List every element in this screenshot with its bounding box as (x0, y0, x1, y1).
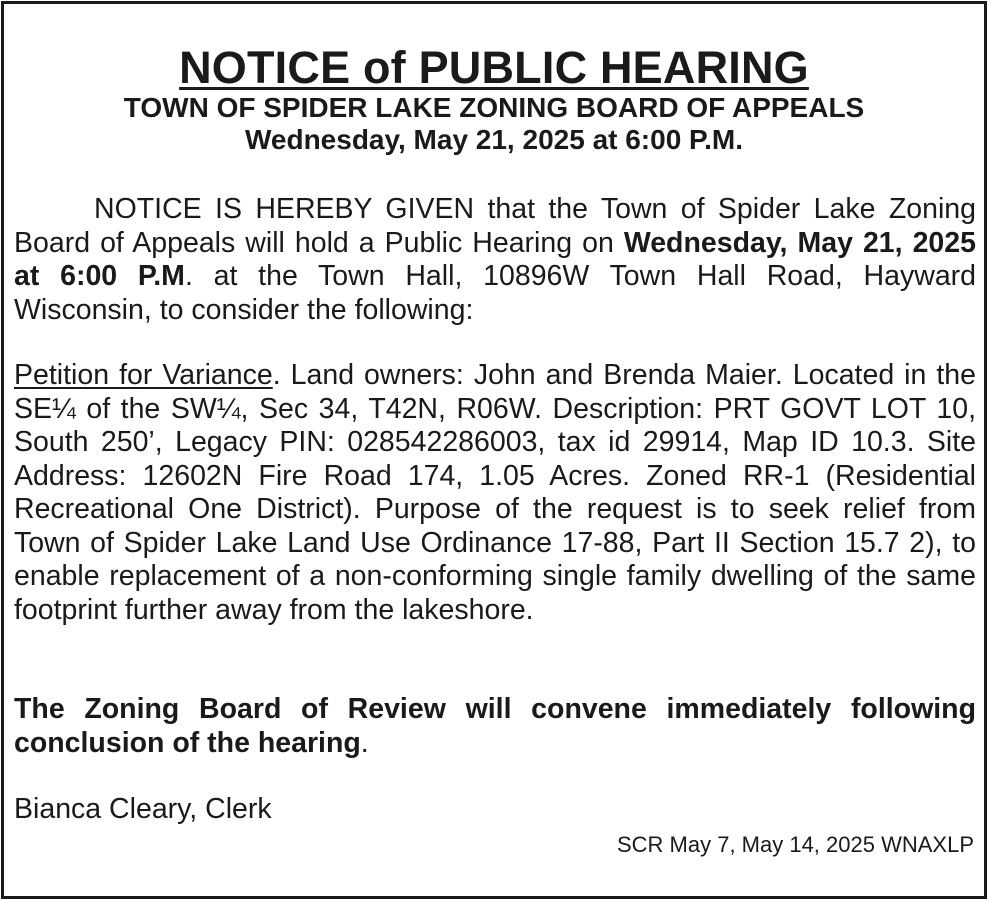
hearing-dateline: Wednesday, May 21, 2025 at 6:00 P.M. (244, 124, 744, 155)
publication-credit: SCR May 7, May 14, 2025 WNAXLP (616, 832, 974, 857)
petition-text: . Land owners: John and Brenda Maier. Located in the SE¼ of the SW¼, Sec 34, T42N, R06W. Description: PRT GOVT LOT 10, South 250’, Legacy PIN: 028542286003, tax id 29914, Map ID 10.3. Site Address: 12602N Fire Road 174, 1.05 Acres. Zoned RR-1 (Residential Recreational One District). Purpose of the request is to seek relief from Town of Spider Lake Land Use Ordinance 17-88, Part II Section 15.7 2), to enable replacement of a non-conforming single family dwelling of the same footprint further away from the lakeshore. (14, 359, 976, 626)
paragraph-1-text-a: NOTICE IS HEREBY GIVEN that the Town of Spider Lake Zoning Board of Appeals will hold a Public Hearing on (14, 193, 976, 259)
notice-paragraph-3 (14, 693, 976, 760)
notice-subtitle: TOWN OF SPIDER LAKE ZONING BOARD OF APPEALS (123, 92, 865, 123)
clerk-signature: Bianca Cleary, Clerk (14, 793, 272, 825)
notice-title-text: NOTICE of PUBLIC HEARING (179, 42, 809, 93)
board-convene-statement: The Zoning Board of Review will convene immediately following conclusion of the hearing (14, 693, 976, 759)
notice-paragraph-1 (14, 193, 976, 327)
paragraph-1-bold-date: Wednesday, May 21, 2025 at 6:00 P.M (14, 226, 976, 292)
notice-title (4, 42, 984, 94)
legal-notice (1, 1, 987, 899)
paragraph-1-text-b: . at the Town Hall, 10896W Town Hall Road, Hayward Wisconsin, to consider the following: (14, 260, 977, 326)
petition-heading: Petition for Variance (14, 359, 273, 391)
notice-paragraph-2 (14, 359, 976, 627)
board-convene-period: . (360, 726, 369, 759)
